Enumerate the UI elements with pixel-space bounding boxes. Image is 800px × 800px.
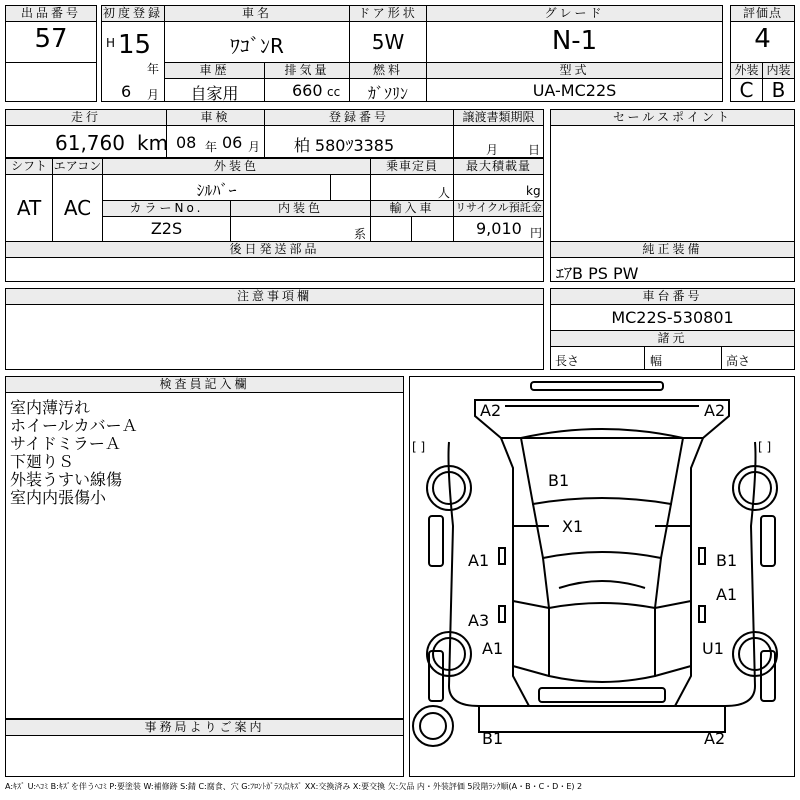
chassis-number: MC22S-530801: [611, 308, 734, 327]
damage-roof: X1: [562, 517, 584, 536]
inspection-month: 06: [222, 133, 243, 152]
car-name-label: 車名: [164, 5, 350, 22]
lot-blank-cell: [5, 62, 97, 102]
office-info-area: [5, 735, 404, 777]
shift: AT: [16, 196, 42, 220]
damage-left-front-door: A1: [468, 551, 490, 570]
inspector-remark-line: サイドミラーＡ: [10, 434, 121, 453]
notes-label: 注意事項欄: [5, 288, 544, 305]
max-load-unit: kg: [526, 184, 541, 198]
width-label: 幅: [650, 354, 663, 368]
inspector-remark-line: 室内内張傷小: [10, 488, 107, 507]
registration-year: 15: [118, 30, 152, 60]
fuel-label: 燃料: [349, 62, 427, 79]
interior-color-label: 内装色: [230, 200, 371, 217]
damage-right-rear-door: A1: [716, 585, 738, 604]
damage-left-rear-fender: A1: [482, 639, 504, 658]
model: UA-MC22S: [532, 81, 617, 100]
right-bracket: [ ]: [758, 440, 772, 454]
inspector-remark-line: 室内薄汚れ: [10, 398, 91, 417]
registration-number-label: 登録番号: [264, 109, 454, 126]
grade-label: グレード: [426, 5, 723, 22]
door-type-label: ドア形状: [349, 5, 427, 22]
office-info-label: 事務局よりご案内: [5, 719, 404, 736]
recycle-deposit: 9,010: [476, 219, 522, 238]
displacement-unit: cc: [327, 85, 341, 99]
genuine-equipment-label: 純正装備: [550, 241, 795, 258]
interior-color-cell: [230, 216, 371, 242]
mileage-label: 走行: [5, 109, 167, 126]
damage-rear-right: A2: [704, 729, 726, 748]
lot-number-label: 出品番号: [5, 5, 97, 22]
transfer-month-unit: 月: [486, 143, 499, 157]
door-type: 5W: [371, 30, 405, 54]
aircon: AC: [63, 196, 92, 220]
car-diagram: [409, 376, 795, 777]
capacity-label: 乗車定員: [370, 158, 454, 175]
score: 4: [754, 24, 771, 54]
aircon-label: エアコン: [53, 159, 102, 173]
history: 自家用: [190, 84, 239, 103]
mileage-unit: km: [137, 131, 169, 155]
damage-front-right: A2: [704, 401, 726, 420]
import-cell: [370, 216, 412, 242]
shift-label: シフト: [5, 158, 53, 175]
interior-color-unit: 系: [354, 227, 367, 241]
displacement: 660: [292, 81, 323, 100]
import-cell-2: [411, 216, 454, 242]
inspection-year-unit: 年: [205, 140, 218, 154]
damage-front-left: A2: [480, 401, 502, 420]
color-number: Z2S: [150, 219, 183, 238]
inspection-label: 車検: [166, 109, 265, 126]
exterior-color-extra-cell: [330, 174, 371, 201]
inspection-month-unit: 月: [248, 140, 261, 154]
history-label: 車歴: [164, 62, 265, 79]
damage-hood: B1: [548, 471, 570, 490]
dimensions-label: 諸元: [550, 330, 795, 347]
damage-right-front-door: B1: [716, 551, 738, 570]
damage-right-rear-fender: U1: [702, 639, 724, 658]
exterior-color-label: 外装色: [102, 158, 371, 175]
damage-rear-left: B1: [482, 729, 504, 748]
transfer-day-unit: 日: [528, 143, 541, 157]
registration-month: 6: [121, 82, 132, 101]
grade: N-1: [551, 26, 598, 56]
inspector-remark-line: ホイールカバーＡ: [10, 416, 138, 435]
score-label: 評価点: [730, 5, 795, 22]
transfer-deadline-label: 譲渡書類期限: [453, 109, 544, 126]
later-parts-label: 後日発送部品: [5, 241, 544, 258]
import-label: 輸入車: [370, 200, 454, 217]
recycle-deposit-unit: 円: [530, 226, 543, 240]
exterior-grade-label: 外装: [730, 62, 763, 79]
inspector-remark-line: 外装うすい線傷: [10, 470, 123, 489]
interior-grade: B: [771, 78, 786, 102]
car-name: ﾜｺﾞﾝR: [230, 34, 284, 58]
lot-number: 57: [34, 24, 68, 54]
chassis-number-label: 車台番号: [550, 288, 795, 305]
inspector-remark-line: 下廻りＳ: [10, 452, 75, 471]
damage-legend: A:ｷｽﾞ U:ﾍｺﾐ B:ｷｽﾞを伴うﾍｺﾐ P:要塗装 W:補修跡 S:錆 C:腐食、穴 G:ﾌﾛﾝﾄｶﾞﾗｽ点ｷｽﾞ XX:交換済み X:要交換 欠:欠品 内・外装評価 5段階ﾗﾝｸ順(A・B・C・D・E) 2: [5, 782, 583, 791]
recycle-deposit-label: リサイクル預託金: [453, 200, 544, 217]
first-registration-label: 初度登録: [102, 6, 163, 20]
later-parts-area: [5, 257, 544, 282]
era-mark: H: [106, 36, 116, 50]
sales-point-area: [550, 125, 795, 242]
color-number-label: カラーNo.: [102, 200, 231, 217]
month-unit: 月: [147, 88, 160, 102]
height-label: 高さ: [726, 354, 751, 368]
genuine-equipment: ｴｱB PS PW: [556, 264, 639, 283]
fuel: ｶﾞｿﾘﾝ: [367, 84, 408, 103]
left-bracket: [ ]: [412, 440, 426, 454]
exterior-color: ｼﾙﾊﾞｰ: [196, 181, 237, 200]
year-unit: 年: [147, 62, 160, 76]
registration-number: 柏 580ﾂ3385: [293, 136, 395, 155]
damage-left-rear-door: A3: [468, 611, 490, 630]
length-label: 長さ: [555, 354, 580, 368]
inspector-remarks-label: 検査員記入欄: [5, 376, 404, 393]
mileage: 61,760: [55, 131, 125, 155]
capacity-unit: 人: [438, 186, 451, 200]
inspection-year: 08: [176, 133, 197, 152]
interior-grade-label: 内装: [762, 62, 795, 79]
sales-point-label: セールスポイント: [550, 109, 795, 126]
exterior-grade: C: [739, 78, 754, 102]
notes-area: [5, 304, 544, 370]
displacement-label: 排気量: [264, 62, 350, 79]
model-label: 型式: [426, 62, 723, 79]
max-load-label: 最大積載量: [453, 158, 544, 175]
